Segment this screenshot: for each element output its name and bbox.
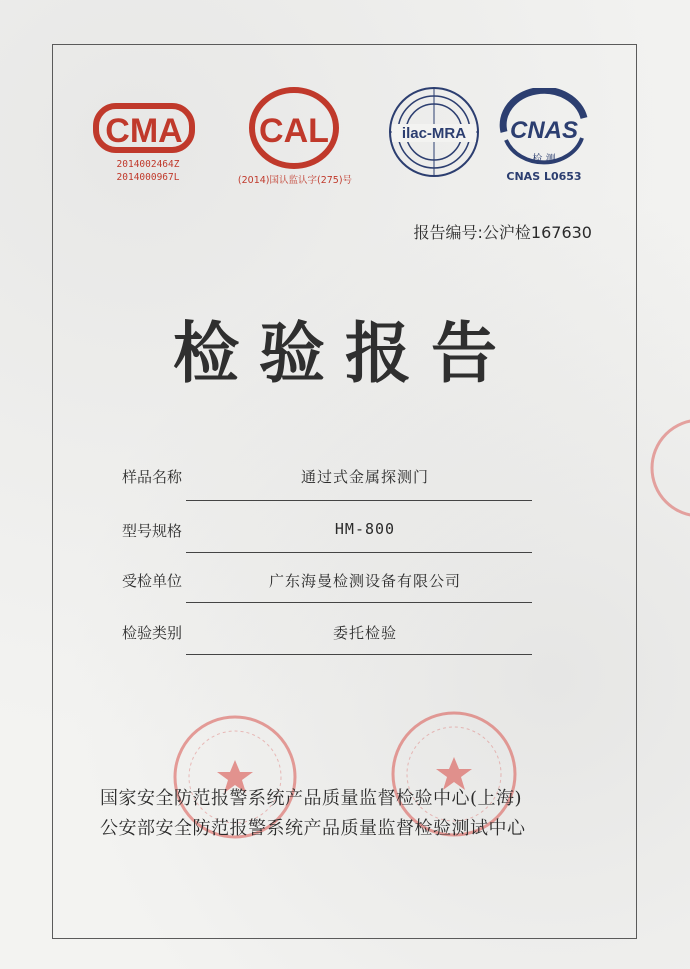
field-underline	[186, 552, 532, 553]
field-value-inspection-type: 委托检验	[332, 624, 397, 642]
document-title: 检验报告	[173, 314, 517, 392]
cal-logo	[244, 84, 344, 186]
partial-seal-stamp	[650, 408, 690, 528]
field-value-client: 广东海曼检测设备有限公司	[268, 572, 461, 590]
report-number: 报告编号:公沪检167630	[413, 223, 592, 242]
field-underline	[186, 500, 532, 501]
field-label-inspection-type: 检验类别	[122, 624, 183, 642]
field-underline	[186, 602, 532, 603]
cnas-caption: CNAS L0653	[506, 170, 582, 183]
field-label-model: 型号规格	[122, 522, 183, 540]
cal-caption: (2014)国认监认字(275)号	[237, 175, 353, 186]
ilac-mra-logo	[386, 84, 482, 180]
cma-code-1: 2014002464Z	[116, 159, 180, 170]
issuer-line-1: 国家安全防范报警系统产品质量监督检验中心(上海)	[100, 788, 523, 809]
svg-text:CAL: CAL	[259, 112, 329, 150]
field-value-sample-name: 通过式金属探测门	[300, 468, 429, 486]
svg-text:检 测: 检 测	[532, 154, 556, 165]
cma-code-2: 2014000967L	[116, 172, 180, 183]
field-label-sample-name: 样品名称	[122, 468, 183, 486]
issuer-line-2: 公安部安全防范报警系统产品质量监督检验测试中心	[100, 818, 526, 839]
field-label-client: 受检单位	[122, 572, 183, 590]
svg-text:CMA: CMA	[105, 112, 183, 150]
svg-text:CNAS: CNAS	[509, 117, 579, 144]
field-underline	[186, 654, 532, 655]
cma-codes	[100, 158, 196, 184]
field-value-model: HM-800	[334, 520, 396, 538]
svg-text:ilac-MRA: ilac-MRA	[401, 125, 467, 142]
